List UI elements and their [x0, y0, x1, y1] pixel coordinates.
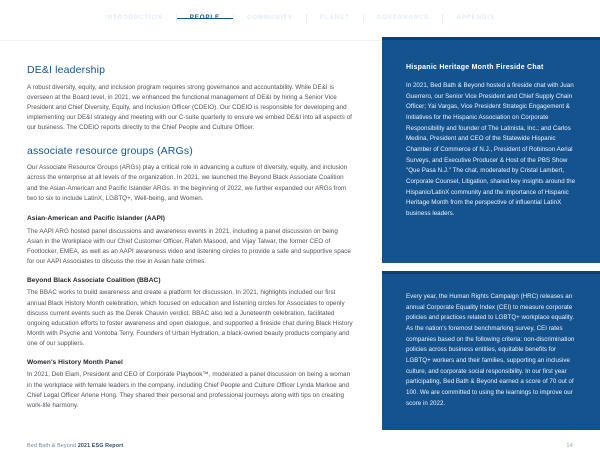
header-divider [0, 40, 382, 41]
nav-item-governance[interactable]: GOVERNANCE [376, 13, 430, 21]
hispanic-heritage-panel-title: Hispanic Heritage Month Fireside Chat [406, 64, 544, 71]
args-paragraph: Our Associate Resource Groups (ARGs) play a critical role in advancing a culture of diversity, equity, and inclusion across the enterprise at all levels of the organization. In 2021, we launched the Beyond Black Associate Coalition and the Asian-American and Pacific Islander ARGs. In the beginning of 2022, we further expanded our ARGs from two to six to include LatinX, LGBTQ+, Well-being, and Women. [27, 164, 348, 202]
aapi-title: Asian-American and Pacific Islander (AAPI) [27, 214, 166, 222]
womens-history-subsection [27, 359, 354, 412]
panel-top-accent-rule [382, 271, 600, 274]
page-number: 14 [566, 443, 573, 449]
dei-leadership-section [27, 64, 354, 134]
nav-item-community[interactable]: COMMUNITY [246, 13, 293, 21]
nav-item-introduction-wrap [92, 15, 176, 21]
aapi-subsection [27, 215, 354, 268]
bbac-subsection [27, 277, 354, 350]
args-section [27, 145, 354, 204]
nav-list [92, 14, 508, 23]
nav-item-people-wrap [177, 15, 233, 21]
panel-top-accent-rule [382, 37, 600, 40]
panel-2-content [382, 271, 600, 409]
dei-leadership-paragraph: A robust diversity, equity, and inclusion program requires strong governance and accountability. While DE&I is overseen at the Board level, in 2021, we enhanced the functional management of DE&I by hiring a Senior Vice President and Chief Diversity, Equity, and Inclusion Officer (CDEIO). Our CDEIO is responsible for developing and implementing our DE&I strategy and meeting with our C-suite quarterly to ensure we embed DE&I into all aspects of our business. The CDEIO reports directly to the Chief People and Culture Officer. [27, 83, 352, 132]
footer-report-name [27, 443, 123, 449]
nav-item-appendix-wrap [443, 15, 507, 21]
main-content-column [27, 64, 354, 420]
nav-item-planet[interactable]: PLANET [319, 13, 350, 21]
nav-item-planet-wrap [307, 15, 363, 21]
bbac-title: Beyond Black Associate Coalition (BBAC) [27, 276, 161, 284]
footer-brand-bold: 2021 ESG Report [77, 443, 124, 449]
nav-item-community-wrap [234, 15, 306, 21]
bbac-paragraph: The BBAC works to build awareness and create a platform for discussion. In 2021, highlights included our first annual Black History Month celebration, which focused on education and listening circles for Associates to openly discuss current events such as the Derek Chauvin verdict. BBAC also led a Juneteenth celebration, facilitated ongoing education efforts to foster awareness and open dialogue, and supported a fireside chat during Black History Month with Psyche and Vontoba Terry, Founders of Urban Hydration, a black-owned beauty products company and one of our suppliers. [27, 289, 353, 348]
sidebar-panel-hispanic-heritage [382, 37, 600, 263]
hispanic-heritage-panel-text: In 2021, Bed Bath & Beyond hosted a fireside chat with Juan Guerrero, our Senior Vice President and Chief Supply Chain Officer; Yai Vargas, Vice President Strategic Engagement & Initiatives for the Hispanic Association on Corporate Responsibility and founder of The Latinista, Inc.; and Carlos Medina, President and CEO of the Statewide Hispanic Chamber of Commerce of N.J., President of Robinson Aerial Surveys, and Executive Producer & Host of the PBS Show "Que Pasa N.J." The chat, moderated by Cristal Lambert, Corporate Counsel, Litigation, shared key insights around the Hispanic/LatinX community and the importance of Hispanic Heritage Month from the perspective of influential LatinX business leaders. [406, 82, 576, 217]
nav-item-appendix[interactable]: APPENDIX [456, 13, 495, 21]
section-navigation [0, 0, 600, 36]
womens-history-title: Women's History Month Panel [27, 358, 123, 366]
page-footer [27, 443, 573, 449]
page-title: DE&I leadership [27, 64, 106, 76]
nav-active-underline [177, 18, 233, 19]
nav-item-introduction[interactable]: INTRODUCTION [105, 13, 163, 21]
args-title: associate resource groups (ARGs) [27, 144, 193, 157]
sidebar-panel-hrc-cei [382, 271, 600, 430]
nav-item-governance-wrap [364, 15, 443, 21]
hrc-cei-panel-text: Every year, the Human Rights Campaign (HRC) releases an annual Corporate Equality Index (CEI) to measure corporate policies and practices related to LGBTQ+ workplace equality. As the nation's foremost benchmarking survey, CEI rates companies based on the following criteria: non-discrimination policies across business entities, equitable benefits for LGBTQ+ workers and their families, supporting an inclusive culture, and corporate social responsibility. In our first year participating, Bed Bath & Beyond earned a score of 70 out of 100. We are committed to using the learnings to improve our score in 2022. [406, 293, 575, 407]
panel-1-content [382, 37, 600, 220]
aapi-paragraph: The AAPI ARG hosted panel discussions and awareness events in 2021, including a panel discussion on being Asian in the Workplace with our Chief Customer Officer, Rafeh Masood, and Vijay Talwar, the former CEO of Footlocker, EMEA, as well as an AAPI awareness video and listening circles to provide a safe and supportive space for our AAPI Associates to discuss the rise in Asian hate crimes. [27, 227, 351, 266]
footer-brand-light: Bed Bath & Beyond [27, 443, 77, 449]
womens-history-paragraph: In 2021, Deb Elam, President and CEO of Corporate Playbook™, moderated a panel discussion on being a woman in the workplace with female leaders in the company, including Chief People and Culture Officer Lynda Markoe and Chief Legal Officer Arlene Hong. They shared their personal and professional journeys along with tips on creating work-life harmony. [27, 371, 351, 410]
